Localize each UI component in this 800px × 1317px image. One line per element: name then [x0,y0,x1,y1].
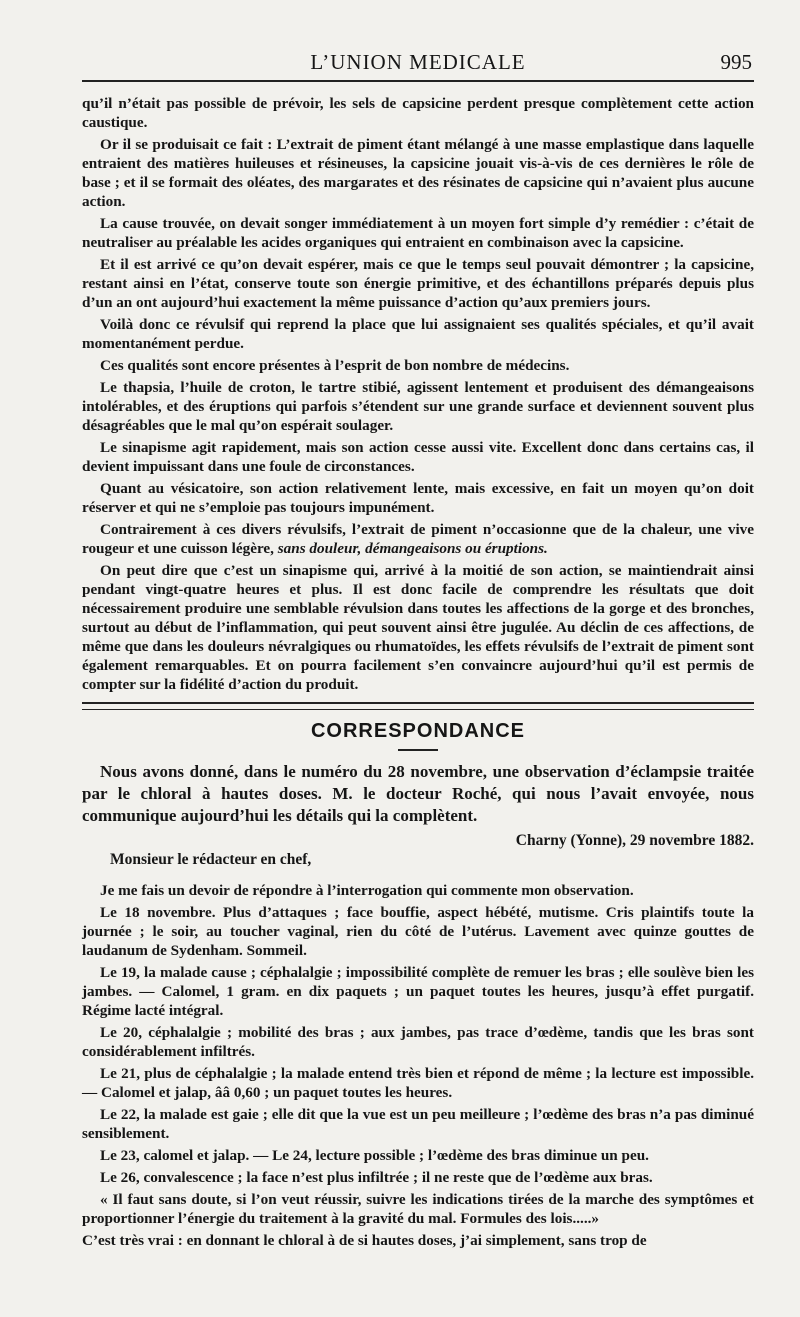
journal-title: L’UNION MEDICALE [310,50,526,74]
paragraph: Le 19, la malade cause ; céphalalgie ; impossibilité complète de remuer les bras ; elle soulève bien les jambes. — Calomel, 1 gram. en dix paquets ; un paquet toutes les heures, jusqu’à effet purgatif. Régime lacté intégral. [82,964,754,1019]
paragraph: C’est très vrai : en donnant le chloral à de si hautes doses, j’ai simplement, sans trop de [82,1232,647,1249]
letter-dateline: Charny (Yonne), 29 novembre 1882. [515,832,754,849]
paragraph: Le thapsia, l’huile de croton, le tartre stibié, agissent lentement et produisent des démangeaisons intolérables, et des éruptions qui parfois s’étendent sur une grande surface et deviennent souvent plus désagréables que le mal qu’on espérait soulager. [82,379,754,434]
paragraph [82,520,754,558]
paragraph: Le 18 novembre. Plus d’attaques ; face bouffie, aspect hébété, mutisme. Cris plaintifs toute la journée ; le soir, au toucher vaginal, rien du côté de l’utérus. Lavement avec quinze gouttes de laudanum de Sydenham. Sommeil. [82,904,754,959]
paragraph: Le 23, calomel et jalap. — Le 24, lecture possible ; l’œdème des bras diminue un peu. [100,1147,649,1164]
paragraph: La cause trouvée, on devait songer immédiatement à un moyen fort simple d’y remédier : c’était de neutraliser au préalable les acides organiques qui entraient en combinaison avec la capsicine. [82,215,754,251]
correspondance-section [82,761,754,1250]
page-header [82,44,754,82]
page-body [82,94,754,1253]
section-divider [82,702,754,710]
paragraph: qu’il n’était pas possible de prévoir, les sels de capsicine perdent presque complètement cette action caustique. [82,95,754,131]
paragraph: Le 26, convalescence ; la face n’est plus infiltrée ; il ne reste que de l’œdème aux bras. [100,1169,653,1186]
paragraph: On peut dire que c’est un sinapisme qui, arrivé à la moitié de son action, se maintiendrait ainsi pendant vingt-quatre heures et plus. Il est donc facile de comprendre les résultats que doit nécessairement produire une semblable révulsion dans toutes les affections de la gorge et des bronches, surtout au début de l’inflammation, qui peut souvent ainsi être jugulée. Au déclin de ces affections, de même que dans les douleurs névralgiques ou rhumatoïdes, les effets révulsifs de l’extrait de piment sont également remarquables. Et on pourra facilement s’en convaincre aujourd’hui qu’il est permis de compter sur la fidélité d’action du produit. [82,562,754,693]
page-number: 995 [720,50,752,74]
article-text [82,94,754,694]
paragraph: Je me fais un devoir de répondre à l’interrogation qui commente mon observation. [100,882,634,899]
paragraph: Quant au vésicatoire, son action relativement lente, mais excessive, en fait un moyen qu’on doit réserver et qui ne s’emploie pas toujours impunément. [82,480,754,516]
quotation: « Il faut sans doute, si l’on veut réussir, suivre les indications tirées de la marche des symptômes et proportionner l’énergie du traitement à la gravité du mal. Formules des lois.....» [82,1191,754,1227]
letter-salutation: Monsieur le rédacteur en chef, [110,851,312,868]
paragraph: Or il se produisait ce fait : L’extrait de piment étant mélangé à une masse emplastique dans laquelle entraient des matières huileuses et résineuses, la capsicine jouait vis-à-vis de ces dernières le rôle de base ; et il se formait des oléates, des margarates et des résinates de capsicine qui n’avaient plus aucune action. [82,136,754,210]
paragraph: Le sinapisme agit rapidement, mais son action cesse aussi vite. Excellent donc dans certains cas, il devient impuissant dans une foule de circonstances. [82,439,754,475]
paragraph: Voilà donc ce révulsif qui reprend la place que lui assignaient ses qualités spéciales, et qu’il avait momentanément perdue. [82,316,754,352]
paragraph: Ces qualités sont encore présentes à l’esprit de bon nombre de médecins. [100,357,570,374]
paragraph: Et il est arrivé ce qu’on devait espérer, mais ce que le temps seul pouvait démontrer ; la capsicine, restant ainsi en l’état, conserve toute son énergie primitive, et des échantillons préparés depuis plus d’un an ont aujourd’hui exactement la même puissance d’action qu’aux premiers jours. [82,256,754,311]
paragraph: Le 22, la malade est gaie ; elle dit que la vue est un peu meilleure ; l’œdème des bras n’a pas diminué sensiblement. [82,1106,754,1142]
header-rule [82,80,754,82]
paragraph: Le 21, plus de céphalalgie ; la malade entend très bien et répond de même ; la lecture est impossible. — Calomel et jalap, ââ 0,60 ; un paquet toutes les heures. [82,1065,754,1101]
paragraph-lead: Contrairement à ces divers révulsifs, l’extrait de piment n’occasionne que de la chaleur, une vive rougeur et une cuisson légère, [82,521,754,557]
section-title: CORRESPONDANCE [310,720,526,742]
title-underline [398,749,438,751]
paragraph: Le 20, céphalalgie ; mobilité des bras ; aux jambes, pas trace d’œdème, tandis que les bras sont considérablement infiltrés. [82,1024,754,1060]
paragraph-emphasis: sans douleur, démangeaisons ou éruptions. [277,540,548,557]
correspondance-intro: Nous avons donné, dans le numéro du 28 novembre, une observation d’éclampsie traitée par le chloral à hautes doses. M. le docteur Roché, qui nous l’avait envoyée, nous communique aujourd’hui les détails qui la complètent. [82,762,754,825]
